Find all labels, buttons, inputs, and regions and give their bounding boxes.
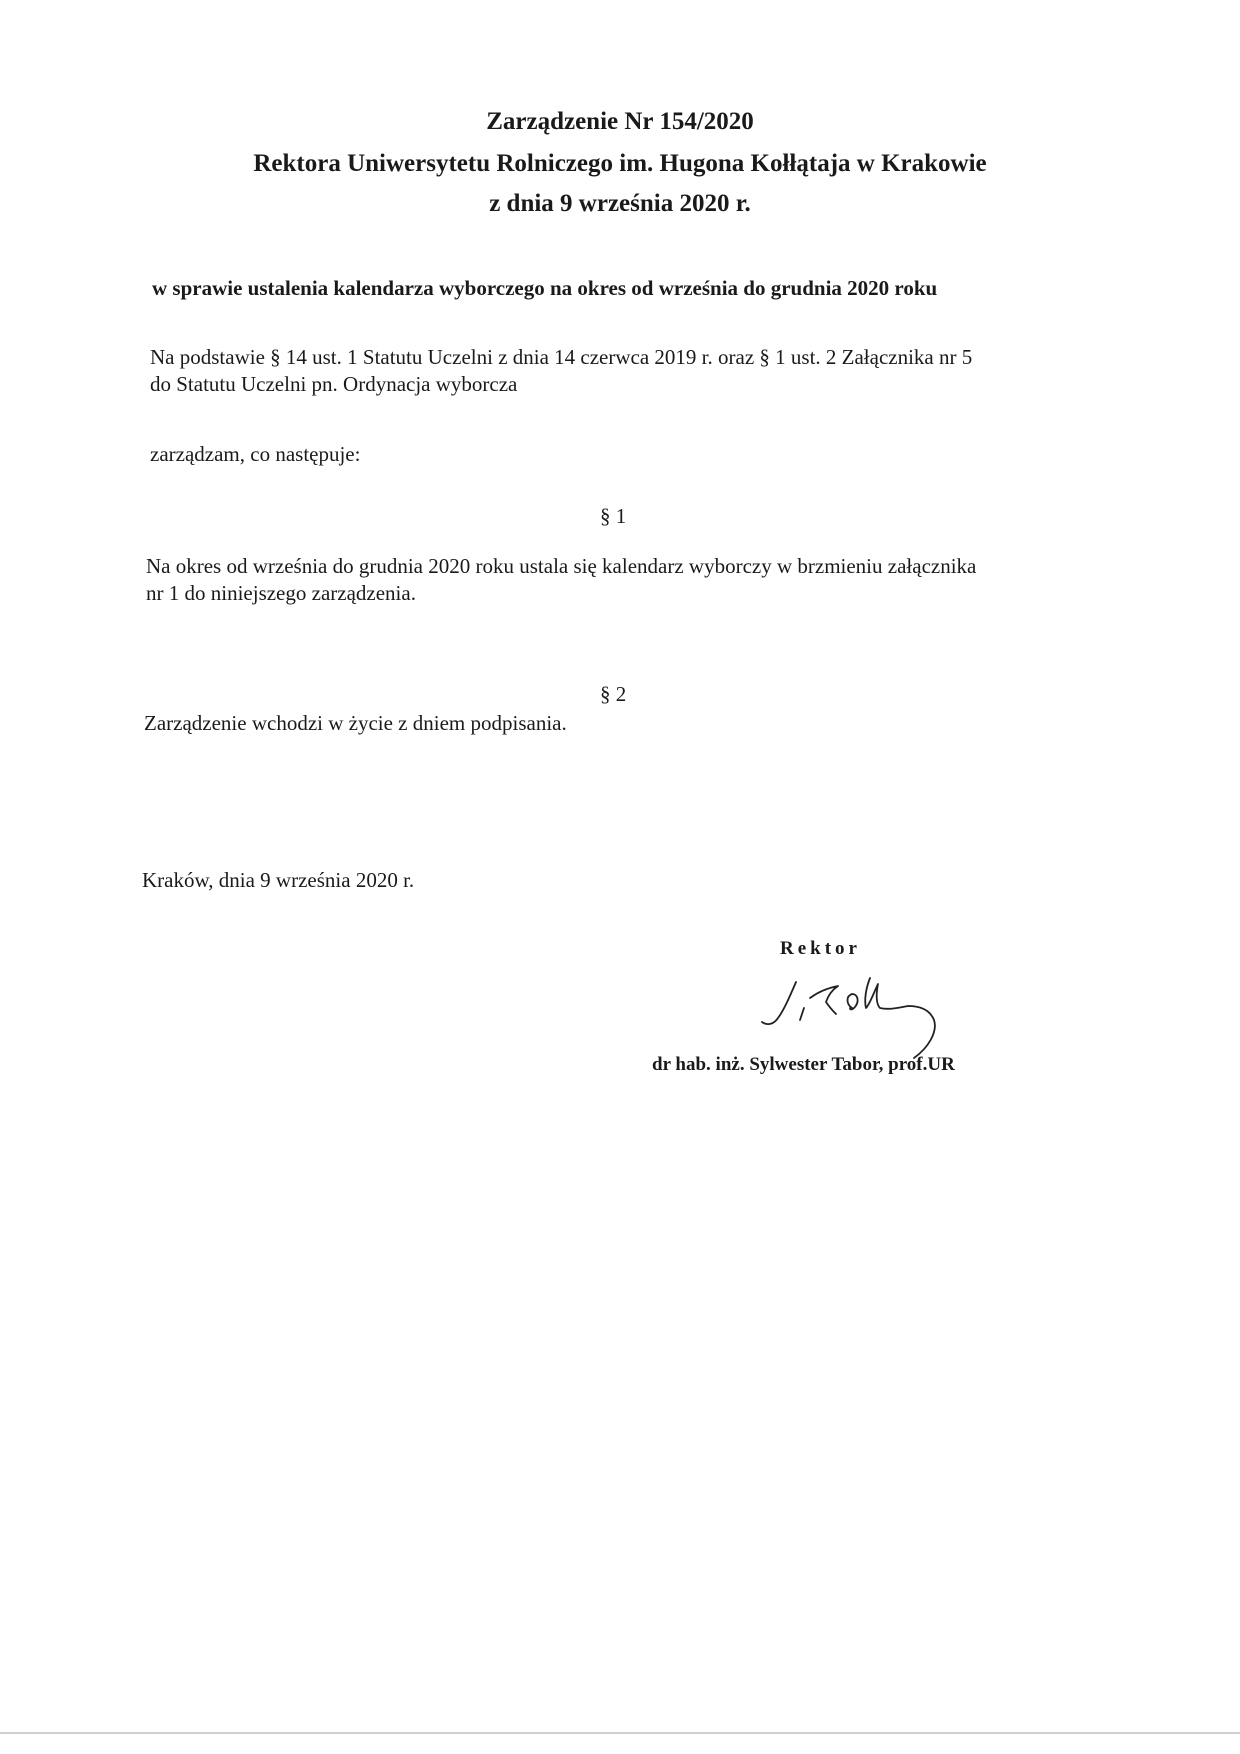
section-1-mark: § 1 <box>600 504 627 528</box>
decree-statement: zarządzam, co następuje: <box>150 442 361 466</box>
section-1-line-1: Na okres od września do grudnia 2020 roku ustala się kalendarz wyborczy w brzmieniu załącznika <box>146 554 977 578</box>
section-1-line-2: nr 1 do niniejszego zarządzenia. <box>146 581 416 605</box>
signature-stroke-dot <box>800 1008 804 1020</box>
issuer-line: Rektora Uniwersytetu Rolniczego im. Hugona Kołłątaja w Krakowie <box>253 150 987 177</box>
scan-edge-line <box>0 1732 1240 1734</box>
signature-stroke-t <box>810 986 838 1014</box>
legal-basis-line-2: do Statutu Uczelni pn. Ordynacja wyborcza <box>150 372 518 396</box>
signature-stroke-tail <box>865 978 935 1058</box>
issue-date-line: z dnia 9 września 2020 r. <box>489 190 751 217</box>
document-title: Zarządzenie Nr 154/2020 <box>486 108 754 135</box>
section-2-text: Zarządzenie wchodzi w życie z dniem podpisania. <box>144 711 567 735</box>
signature-stroke-j <box>762 982 796 1024</box>
signatory-title: Rektor <box>780 938 861 959</box>
document-subject: w sprawie ustalenia kalendarza wyborczego na okres od września do grudnia 2020 roku <box>152 276 938 300</box>
section-2-mark: § 2 <box>600 682 627 706</box>
signatory-name: dr hab. inż. Sylwester Tabor, prof.UR <box>652 1054 955 1075</box>
signature-stroke-o <box>848 994 858 1010</box>
place-and-date: Kraków, dnia 9 września 2020 r. <box>142 868 415 892</box>
legal-basis-line-1: Na podstawie § 14 ust. 1 Statutu Uczelni z dnia 14 czerwca 2019 r. oraz § 1 ust. 2 Załącznika nr 5 <box>150 345 973 369</box>
